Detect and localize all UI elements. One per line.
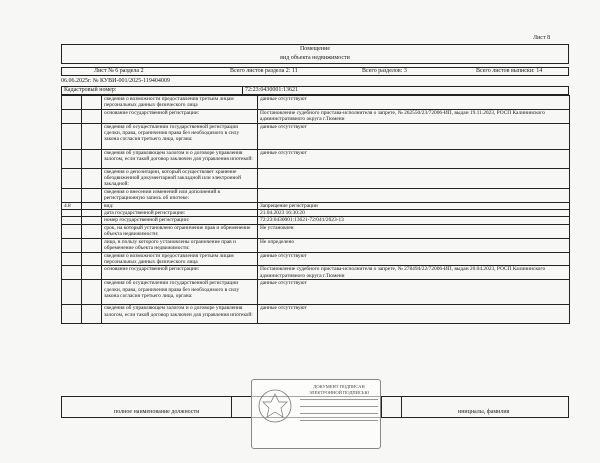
row-number (62, 149, 82, 168)
row-value: 21.04.2023 16:30:20 (258, 210, 570, 217)
row-number (62, 217, 82, 224)
row-value: данные отсутствуют (258, 305, 570, 324)
row-number (62, 109, 82, 123)
row-spacer (82, 280, 102, 305)
row-number (62, 266, 82, 280)
encumbrance-table (61, 95, 570, 324)
object-type: Помещение (299, 46, 331, 52)
row-label: сведения о возможности предоставления третьим лицам персональных данных физического лица (102, 96, 258, 110)
row-number (62, 123, 82, 149)
row-spacer (82, 202, 102, 209)
row-label: дата государственной регистрации: (102, 210, 258, 217)
cadastral-value: 72:23:0430001:13621 (245, 87, 299, 93)
total-sheets-extract: Всего листов выписки: 14 (476, 68, 543, 74)
row-value: Постановление судебного пристава-исполнителя о запрете, № 262550/23/72006-ИП, выдан 19.11.2023, РОСП Калининского административного округа г.Тюмени (258, 109, 570, 123)
table-row (62, 96, 570, 110)
table-row (62, 149, 570, 168)
table-row (62, 109, 570, 123)
row-label: сведения об управляющем залогом и о договоре управления залогом, если такой договор заключен для управления ипотекой: (102, 149, 258, 168)
row-spacer (82, 123, 102, 149)
table-row (62, 188, 570, 202)
row-number (62, 252, 82, 266)
row-value: Постановление судебного пристава-исполнителя о запрете, № 278494/22/72006-ИП, выдан 20.04.2023, РОСП Калининского административного округа г.Тюмени (258, 266, 570, 280)
row-value: данные отсутствуют (258, 252, 570, 266)
row-value: данные отсутствуют (258, 280, 570, 305)
table-row (62, 224, 570, 238)
row-spacer (82, 266, 102, 280)
row-spacer (82, 238, 102, 252)
total-sections: Всего разделов: 3 (362, 68, 407, 74)
extract-meta: 06.06.2025г. № КУВИ-001/2025-119404009 (61, 78, 170, 84)
row-value (258, 168, 570, 188)
row-number (62, 280, 82, 305)
object-header (61, 44, 569, 64)
table-row (62, 168, 570, 188)
total-sheets-section: Всего листов раздела 2: 11 (230, 68, 298, 74)
row-number (62, 168, 82, 188)
table-row (62, 266, 570, 280)
row-value: 72:23:0430001:13621-72/041/2023-13 (258, 217, 570, 224)
row-value: данные отсутствуют (258, 96, 570, 110)
row-value: Не определено (258, 238, 570, 252)
table-row (62, 252, 570, 266)
row-spacer (82, 210, 102, 217)
row-label: вид: (102, 202, 258, 209)
table-row (62, 123, 570, 149)
row-number (62, 210, 82, 217)
row-value (258, 188, 570, 202)
row-spacer (82, 149, 102, 168)
row-label: лицо, в пользу которого установлены ограничение прав и обременение объекта недвижимости: (102, 238, 258, 252)
row-label: сведения об осуществлении государственной регистрации сделки, права, ограничения права без необходимого в силу закона согласия третьего лица, органа: (102, 280, 258, 305)
emblem-icon (255, 386, 295, 426)
name-label: инициалы, фамилия (458, 409, 510, 415)
sheet-info-row (61, 67, 569, 76)
position-label: полное наименование должности (114, 409, 200, 415)
row-number (62, 96, 82, 110)
stamp-line-2: ЭЛЕКТРОННОЙ ПОДПИСЬЮ (308, 390, 370, 395)
table-row (62, 238, 570, 252)
row-label: сведения об осуществлении государственной регистрации сделки, права, ограничения права без необходимого в силу закона согласия третьего лица, органа: (102, 123, 258, 149)
row-number (62, 305, 82, 324)
table-row (62, 210, 570, 217)
table-row (62, 202, 570, 209)
table-row (62, 305, 570, 324)
sheet-of-section: Лист № 6 раздела 2 (94, 68, 144, 74)
row-label: сведения о депозитарии, который осуществляет хранение обездвиженной документарной закладной или электронной закладной: (102, 168, 258, 188)
row-spacer (82, 188, 102, 202)
sheet-number: Лист 8 (533, 35, 551, 41)
row-value: Не установлен (258, 224, 570, 238)
row-spacer (82, 168, 102, 188)
row-value: данные отсутствуют (258, 149, 570, 168)
row-number: 4.8 (62, 202, 82, 209)
row-label: сведения о внесении изменений или дополнений в регистрационную запись об ипотеке: (102, 188, 258, 202)
row-label: срок, на который установлено ограничение прав и обременение объекта недвижимости: (102, 224, 258, 238)
cadastral-label: Кадастровый номер: (64, 87, 117, 93)
row-number (62, 224, 82, 238)
row-label: номер государственной регистрации: (102, 217, 258, 224)
row-label: сведения об управляющем залогом и о договоре управления залогом, если такой договор заключен для управления ипотекой: (102, 305, 258, 324)
row-value: данные отсутствуют (258, 123, 570, 149)
row-number (62, 188, 82, 202)
table-row (62, 280, 570, 305)
cadastral-row (61, 86, 569, 95)
object-type-caption: вид объекта недвижимости (280, 55, 350, 61)
row-spacer (82, 252, 102, 266)
row-spacer (82, 109, 102, 123)
row-spacer (82, 305, 102, 324)
row-label: сведения о возможности предоставления третьим лицам персональных данных физического лица (102, 252, 258, 266)
row-label: основание государственной регистрации: (102, 266, 258, 280)
table-row (62, 217, 570, 224)
row-value: Запрещение регистрации (258, 202, 570, 209)
row-number (62, 238, 82, 252)
row-label: основание государственной регистрации: (102, 109, 258, 123)
row-spacer (82, 96, 102, 110)
stamp-line-1: ДОКУМЕНТ ПОДПИСАН (313, 384, 365, 389)
row-spacer (82, 224, 102, 238)
row-spacer (82, 217, 102, 224)
electronic-signature-stamp (251, 379, 381, 449)
